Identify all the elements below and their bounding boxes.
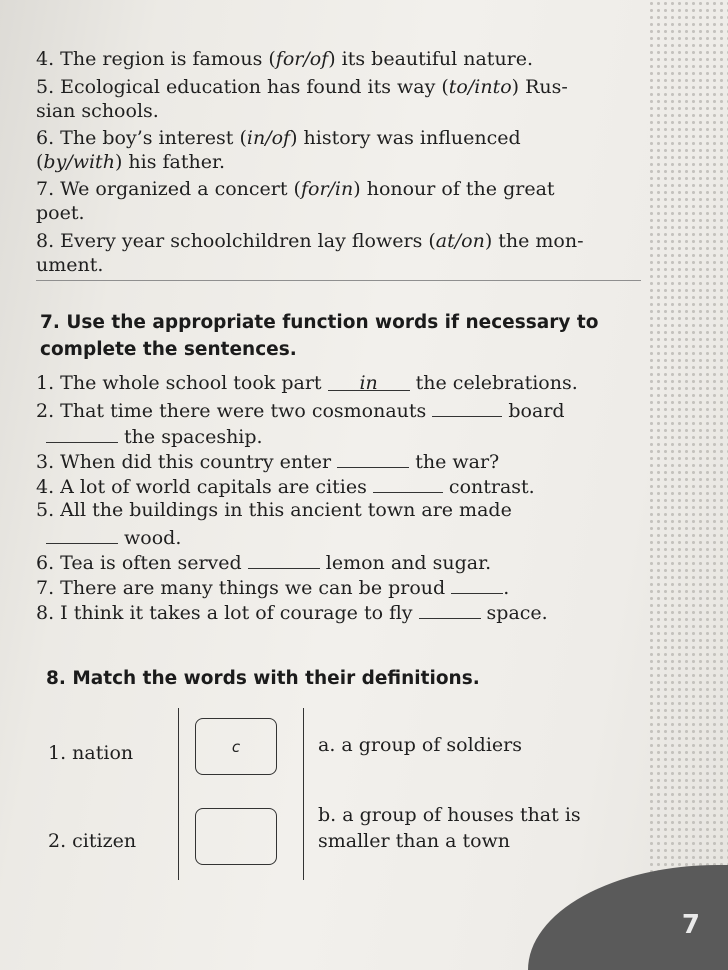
word-choice: to/into: [448, 76, 512, 98]
answer-blank[interactable]: [46, 424, 118, 443]
answer-blank[interactable]: in: [328, 372, 410, 391]
sentence-text: The boy’s interest (: [60, 127, 247, 149]
dot-pattern-decoration: [648, 0, 728, 880]
answer-blank[interactable]: [337, 449, 409, 468]
answer-blank[interactable]: [432, 398, 502, 417]
word-choice: for/in: [300, 178, 354, 200]
exercise-7-line: [36, 449, 499, 473]
exercise-7-line: [36, 474, 535, 498]
sentence-text: 8. I think it takes a lot of courage to fly: [36, 602, 419, 624]
page-number: 7: [681, 910, 700, 940]
word-choice: by/with: [43, 151, 115, 173]
sentence-text: 3. When did this country enter: [36, 451, 338, 473]
sentence-text: space.: [480, 602, 548, 624]
sentence-text: ument.: [36, 254, 104, 276]
exercise-7-line: [36, 372, 578, 394]
exercise-6-line: [36, 76, 568, 98]
exercise-7-line: [36, 499, 512, 521]
exercise-6-line: [36, 202, 85, 224]
table-divider-left: [178, 708, 179, 880]
item-number: 8.: [36, 230, 61, 252]
exercise-6-line: [36, 127, 521, 149]
exercise-7-line: [36, 600, 548, 624]
answer-blank[interactable]: [419, 600, 481, 619]
sentence-text: ) his father.: [114, 151, 226, 173]
exercise-6-line: [36, 230, 584, 252]
sentence-text: ) its beautiful nature.: [328, 48, 534, 70]
item-number: 5.: [36, 76, 61, 98]
sentence-text: contrast.: [442, 476, 535, 498]
sentence-text: 2. That time there were two cosmonauts: [36, 400, 433, 422]
exercise-6-line: [36, 254, 103, 276]
sentence-text: ) the mon-: [484, 230, 584, 252]
exercise-7-line: [36, 550, 491, 574]
definition-b-line-2: smaller than a town: [318, 830, 511, 852]
sentence-text: ) honour of the great: [353, 178, 555, 200]
exercise-6-line: [36, 178, 555, 200]
answer-blank[interactable]: [451, 575, 503, 594]
word-choice: in/of: [246, 127, 291, 149]
sentence-text: ) history was influenced: [290, 127, 521, 149]
exercise-7-line: [46, 525, 181, 549]
definition-b-line-1: b. a group of houses that is: [318, 804, 581, 826]
sentence-text: the celebrations.: [409, 372, 578, 394]
item-number: 6.: [36, 127, 61, 149]
exercise-8-heading: 8. Match the words with their definitions.: [46, 668, 480, 689]
sentence-text: the war?: [409, 451, 500, 473]
matching-table: [36, 700, 641, 885]
answer-blank[interactable]: [46, 525, 118, 544]
exercise-7-heading-line-1: 7. Use the appropriate function words if necessary to: [40, 312, 599, 333]
table-divider-right: [303, 708, 304, 880]
sentence-text: 1. The whole school took part: [36, 372, 328, 394]
exercise-6-line: [36, 100, 159, 122]
sentence-text: ) Rus-: [511, 76, 568, 98]
answer-box-1[interactable]: c: [195, 718, 277, 775]
answer-blank[interactable]: [373, 474, 443, 493]
exercise-7-line: [36, 398, 565, 422]
answer-box-2[interactable]: [195, 808, 277, 865]
answer-blank[interactable]: [248, 550, 320, 569]
word-choice: at/on: [435, 230, 485, 252]
sentence-text: 4. A lot of world capitals are cities: [36, 476, 373, 498]
word-2: 2. citizen: [48, 830, 137, 852]
sentence-text: Every year schoolchildren lay flowers (: [60, 230, 436, 252]
sentence-text: the spaceship.: [118, 426, 263, 448]
item-number: 7.: [36, 178, 61, 200]
sentence-text: (: [36, 151, 44, 173]
exercise-6-line: [36, 48, 533, 70]
sentence-text: poet.: [36, 202, 85, 224]
exercise-7-line: [46, 424, 263, 448]
sentence-text: wood.: [118, 527, 182, 549]
sentence-text: 6. Tea is often served: [36, 552, 248, 574]
exercise-7-heading-line-2: complete the sentences.: [40, 339, 297, 360]
item-number: 4.: [36, 48, 61, 70]
sentence-text: Ecological education has found its way (: [60, 76, 449, 98]
sentence-text: 7. There are many things we can be proud: [36, 577, 452, 599]
sentence-text: lemon and sugar.: [319, 552, 492, 574]
sentence-text: We organized a concert (: [60, 178, 301, 200]
sentence-text: 5. All the buildings in this ancient town are made: [36, 499, 512, 521]
sentence-text: The region is famous (: [60, 48, 276, 70]
exercise-6-line: [36, 151, 225, 173]
sentence-text: board: [502, 400, 565, 422]
definition-a: a. a group of soldiers: [318, 734, 522, 756]
word-choice: for/of: [275, 48, 329, 70]
sentence-text: sian schools.: [36, 100, 159, 122]
sentence-text: .: [503, 577, 510, 599]
section-divider: [36, 280, 641, 281]
exercise-7-line: [36, 575, 509, 599]
word-1: 1. nation: [48, 742, 134, 764]
